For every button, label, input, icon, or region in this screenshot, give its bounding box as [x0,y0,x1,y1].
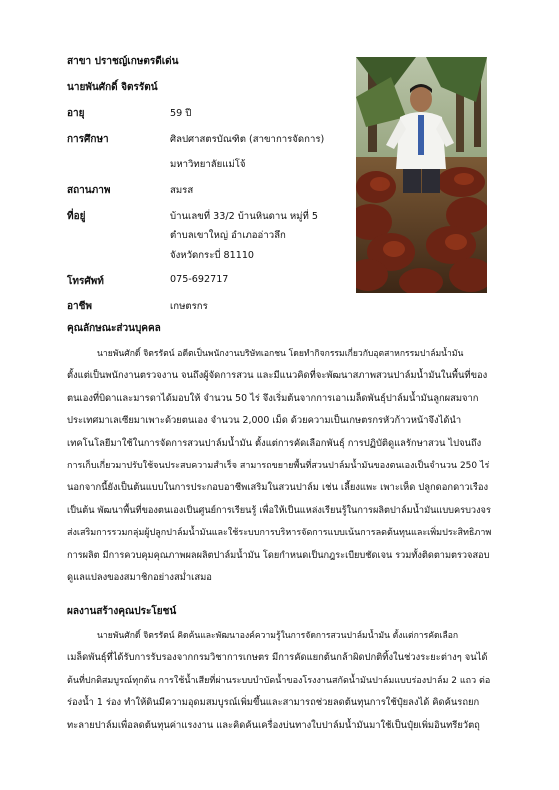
person-name: นายพันศักดิ์ จิตรรัตน์ [67,82,158,93]
paragraph-line: ตั้งแต่เป็นพนักงานตรวจงาน จนถึงผู้จัดการสวน และมีแนวคิดที่จะพัฒนาสภาพสวนปาล์มน้ำมันในพื้นที่ของ [67,370,488,382]
paragraph-line: ร่องน้ำ 1 ร่อง ทำให้ดินมีความอุดมสมบูรณ์เพิ่มขึ้นและสามารถช่วยลดต้นทุนการใช้ปุ๋ยลงได้ คิดค้นรถยก [67,697,480,709]
phone-value: 075-692717 [170,274,229,285]
paragraph-line: การเก็บเกี่ยวมาปรับใช้จนประสบความสำเร็จ สามารถขยายพื้นที่สวนปาล์มน้ำมันของตนเองเป็นจำนวน 250 ไร่ [67,461,490,472]
occupation-value: เกษตรกร [170,301,208,312]
branch-title: สาขา ปราชญ์เกษตรดีเด่น [67,56,179,67]
portrait-photo [356,57,487,293]
section-body-contributions [67,625,493,737]
paragraph-line: นายพันศักดิ์ จิตรรัตน์ อดีตเป็นพนักงานบริษัทเอกชน โดยทำกิจกรรมเกี่ยวกับอุตสาหกรรมปาล์มน้ำมัน [97,349,464,359]
paragraph-line: ทะลายปาล์มเพื่อลดต้นทุนค่าแรงงาน และคิดค้นเครื่องบ่นทางใบปาล์มน้ำมันมาใช้เป็นปุ๋ยเพิ่มอินทรียวัตถุ [67,719,480,731]
status-label: สถานภาพ [67,185,111,196]
paragraph-line: เทคโนโลยีมาใช้ในการจัดการสวนปาล์มน้ำมัน ตั้งแต่การคัดเลือกพันธุ์ การปฏิบัติดูแลรักษาสวน ไปจนถึง [67,437,482,449]
age-value: 59 ปี [170,108,192,119]
photo-illustration [356,57,487,293]
address-line-1: บ้านเลขที่ 33/2 บ้านหินดาน หมู่ที่ 5 [170,211,318,222]
paragraph-line: ต้นที่ปกติสมบูรณ์ทุกต้น การใช้น้ำเสียที่ผ่านระบบบำบัดน้ำของโรงงานสกัดน้ำมันปาล์มแบบร่องปาล์ม 2 แถว ต่อ [67,675,491,686]
age-label: อายุ [67,108,85,119]
paragraph-line: เป็นต้น พัฒนาพื้นที่ของตนเองเป็นศูนย์การเรียนรู้ เพื่อให้เป็นแหล่งเรียนรู้ในการผลิตปาล์มน้ำมันแบบครบวงจร [67,504,491,516]
address-label: ที่อยู่ [67,211,86,222]
paragraph-line: เมล็ดพันธุ์ที่ได้รับการรับรองจากกรมวิชาการเกษตร มีการคัดแยกต้นกล้าผิดปกติทิ้งในช่วงระยะต่างๆ จนได้ [67,652,488,664]
paragraph-line: ประเทศมาเลเซียมาเพาะด้วยตนเอง จำนวน 2,000 เม็ด ด้วยความเป็นเกษตรกรหัวก้าวหน้าจึงได้นำ [67,415,462,427]
section-heading-contributions: ผลงานสร้างคุณประโยชน์ [67,606,177,617]
education-degree: ศิลปศาสตรบัณฑิต (สาขาการจัดการ) [170,134,325,145]
paragraph-line: นอกจากนี้ยังเป็นต้นแบบในการประกอบอาชีพเสริมในสวนปาล์ม เช่น เลี้ยงแพะ เพาะเห็ด ปลูกดอกดาวเรือง [67,482,489,494]
education-label: การศึกษา [67,134,109,145]
section-heading-personal: คุณลักษณะส่วนบุคคล [67,323,161,334]
education-university: มหาวิทยาลัยแม่โจ้ [170,159,246,170]
paragraph-line: นายพันศักดิ์ จิตรรัตน์ คิดค้นและพัฒนาองค์ความรู้ในการจัดการสวนปาล์มน้ำมัน ตั้งแต่การคัดเลือก [97,631,459,641]
paragraph-line: ตนเองที่บิดาและมารดาได้มอบให้ จำนวน 50 ไร่ จึงเริ่มต้นจากการเอาเมล็ดพันธุ์ปาล์มน้ำมันลูกผสมจาก [67,392,479,404]
occupation-label: อาชีพ [67,301,92,312]
status-value: สมรส [170,185,194,196]
address-line-2: ตำบลเขาใหญ่ อำเภออ่าวลึก [170,230,286,241]
paragraph-line: การผลิต มีการควบคุมคุณภาพผลผลิตปาล์มน้ำมัน โดยกำหนดเป็นกฎระเบียบชัดเจน รวมทั้งติดตามตรวจสอบ [67,549,490,561]
section-body-personal [67,343,493,589]
paragraph-line: ดูแลแปลงของสมาชิกอย่างสม่ำเสมอ [67,572,212,584]
address-line-3: จังหวัดกระบี่ 81110 [170,250,255,261]
paragraph-line: ส่งเสริมการรวมกลุ่มผู้ปลูกปาล์มน้ำมันและใช้ระบบการบริหารจัดการแบบเน้นการลดต้นทุนและเพิ่มประสิทธิภาพ [67,528,492,539]
phone-label: โทรศัพท์ [67,276,104,287]
